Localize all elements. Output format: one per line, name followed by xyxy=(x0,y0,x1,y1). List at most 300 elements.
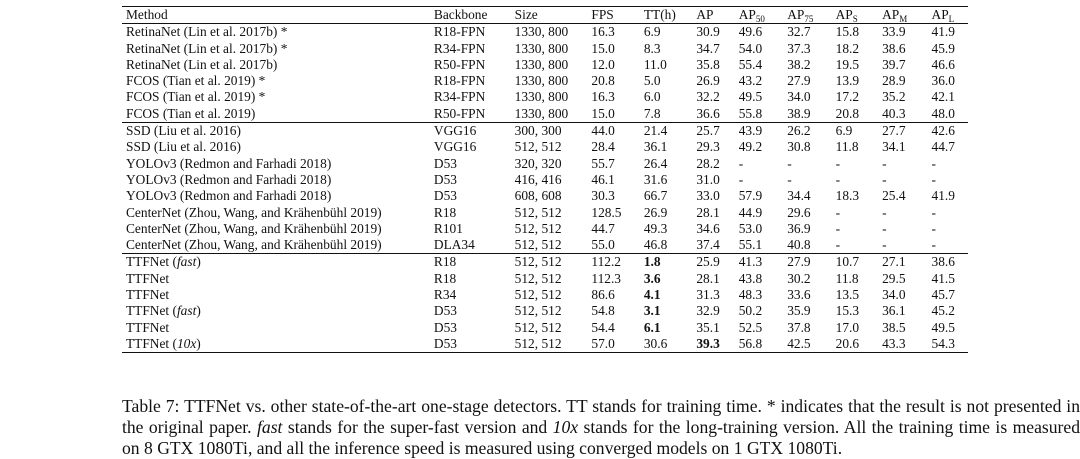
apl-cell: 42.6 xyxy=(931,123,955,139)
column-header-subscript: M xyxy=(899,14,908,24)
ap50-cell: 43.8 xyxy=(738,270,763,286)
fps-cell: 16.3 xyxy=(591,24,615,40)
apm-cell: 27.1 xyxy=(882,254,906,270)
method-cell: TTFNet (fast) xyxy=(126,303,201,319)
fps-cell: 112.2 xyxy=(591,254,622,270)
apl-cell: - xyxy=(931,220,936,236)
method-name: SSD (Liu et al. 2016) xyxy=(126,123,241,139)
ap75-cell: 32.7 xyxy=(787,24,811,40)
column-header xyxy=(587,7,639,24)
method-cell xyxy=(122,287,430,303)
table-row xyxy=(122,271,968,287)
apm-cell: 34.0 xyxy=(882,287,906,303)
column-header-text: AP xyxy=(787,7,805,22)
method-cell xyxy=(122,24,430,41)
tt-cell: 3.6 xyxy=(643,270,661,286)
backbone-cell: VGG16 xyxy=(433,123,477,139)
ap50-cell: 53.0 xyxy=(738,220,763,236)
tt-cell: 30.6 xyxy=(643,335,668,351)
column-header-text: Size xyxy=(514,7,538,22)
ap-cell: 34.7 xyxy=(696,40,720,56)
ap-cell: 36.6 xyxy=(696,105,720,121)
backbone-cell: R18 xyxy=(433,270,457,286)
tt-cell: 4.1 xyxy=(643,287,661,303)
tt-cell: 6.0 xyxy=(643,89,661,105)
ap75-cell: 38.9 xyxy=(787,105,811,121)
apm-cell: 39.7 xyxy=(882,56,906,72)
fps-cell: 20.8 xyxy=(591,73,615,89)
fps-cell: 128.5 xyxy=(591,204,622,220)
method-cell xyxy=(122,237,430,254)
aps-cell: 11.8 xyxy=(835,270,859,286)
ap50-cell: 55.4 xyxy=(738,56,763,72)
column-header xyxy=(832,7,878,24)
column-header-text: Method xyxy=(126,7,168,22)
aps-cell: 18.3 xyxy=(835,188,860,204)
table-row xyxy=(122,205,968,221)
column-header-text: AP xyxy=(931,7,949,22)
method-variant: fast xyxy=(176,254,197,270)
table-row xyxy=(122,254,968,271)
apm-cell: - xyxy=(882,171,887,187)
size-cell: 512, 512 xyxy=(514,303,562,319)
backbone-cell: R18-FPN xyxy=(433,24,486,40)
size-cell: 1330, 800 xyxy=(514,40,569,56)
apl-cell: 45.9 xyxy=(931,40,955,56)
ap75-cell: - xyxy=(787,155,792,171)
ap50-cell: 50.2 xyxy=(738,303,763,319)
apm-cell: - xyxy=(882,237,887,253)
table-row xyxy=(122,287,968,303)
apl-cell: - xyxy=(931,171,936,187)
size-cell: 512, 512 xyxy=(514,139,562,155)
column-header xyxy=(511,7,588,24)
aps-cell: 13.5 xyxy=(835,287,860,303)
header-row xyxy=(122,7,968,24)
ap-cell: 29.3 xyxy=(696,139,720,155)
ap50-cell: 43.2 xyxy=(738,73,763,89)
method-cell xyxy=(122,271,430,287)
ap-cell: 35.1 xyxy=(696,319,720,335)
backbone-cell: DLA34 xyxy=(433,237,475,253)
size-cell: 512, 512 xyxy=(514,270,562,286)
apl-cell: 42.1 xyxy=(931,89,955,105)
ap-cell: 28.1 xyxy=(696,204,720,220)
ap75-cell: 34.0 xyxy=(787,89,811,105)
method-cell xyxy=(122,188,430,204)
ap50-cell: 54.0 xyxy=(738,40,763,56)
size-cell: 512, 512 xyxy=(514,254,562,270)
aps-cell: - xyxy=(835,171,841,187)
aps-cell: - xyxy=(835,220,841,236)
ap75-cell: 27.9 xyxy=(787,254,811,270)
backbone-cell: R34-FPN xyxy=(433,89,486,105)
method-cell: TTFNet (fast) xyxy=(126,254,201,270)
method-name: TTFNet xyxy=(126,303,170,319)
ap-cell: 34.6 xyxy=(696,220,720,236)
method-cell xyxy=(122,123,430,140)
tt-cell: 1.8 xyxy=(643,254,661,270)
tt-cell: 31.6 xyxy=(643,171,668,187)
ap-cell: 26.9 xyxy=(696,73,720,89)
ap50-cell: 49.6 xyxy=(738,24,763,40)
apl-cell: 41.5 xyxy=(931,270,955,286)
backbone-cell: R18 xyxy=(433,204,457,220)
apl-cell: 36.0 xyxy=(931,73,955,89)
backbone-cell: D53 xyxy=(433,335,457,351)
apm-cell: 43.3 xyxy=(882,335,906,351)
table-row xyxy=(122,156,968,172)
table-row xyxy=(122,188,968,204)
ap50-cell: 44.9 xyxy=(738,204,763,220)
ap-cell: 32.9 xyxy=(696,303,720,319)
column-header-text: AP xyxy=(738,7,756,22)
apm-cell: 36.1 xyxy=(882,303,906,319)
method-name: CenterNet (Zhou, Wang, and Krähenbühl 2019) xyxy=(126,204,382,220)
caption-text: stands for the super-fast version and xyxy=(282,416,553,437)
tt-cell: 36.1 xyxy=(643,139,668,155)
size-cell: 416, 416 xyxy=(514,171,562,187)
apm-cell: 38.6 xyxy=(882,40,906,56)
method-name: FCOS (Tian et al. 2019) * xyxy=(126,89,266,105)
backbone-cell: D53 xyxy=(433,155,457,171)
caption-text: Table 7: TTFNet vs. other state-of-the-art one-stage detectors. TT stands for training time. * indicates that the result is not presented in the original paper. xyxy=(122,395,1080,437)
apl-cell: 45.2 xyxy=(931,303,955,319)
tt-cell: 26.4 xyxy=(643,155,668,171)
ap-cell: 25.9 xyxy=(696,254,720,270)
ap50-cell: 52.5 xyxy=(738,319,763,335)
ap75-cell: 37.3 xyxy=(787,40,811,56)
method-cell: TTFNet (10x) xyxy=(126,335,201,351)
ap-cell: 33.0 xyxy=(696,188,720,204)
table-row xyxy=(122,303,968,319)
tt-cell: 6.1 xyxy=(643,319,661,335)
ap75-cell: 30.8 xyxy=(787,139,811,155)
table-body xyxy=(122,24,968,353)
apl-cell: 54.3 xyxy=(931,335,955,351)
size-cell: 512, 512 xyxy=(514,237,562,253)
method-name: YOLOv3 (Redmon and Farhadi 2018) xyxy=(126,171,332,187)
ap50-cell: 56.8 xyxy=(738,335,763,351)
aps-cell: 20.8 xyxy=(835,105,860,121)
column-header-subscript: 50 xyxy=(755,14,765,24)
aps-cell: 11.8 xyxy=(835,139,859,155)
ap50-cell: 55.1 xyxy=(738,237,763,253)
method-name: TTFNet xyxy=(126,287,170,303)
table-row xyxy=(122,57,968,73)
ap75-cell: 38.2 xyxy=(787,56,811,72)
table-row xyxy=(122,73,968,89)
column-header xyxy=(430,7,511,24)
tt-cell: 49.3 xyxy=(643,220,668,236)
method-name: SSD (Liu et al. 2016) xyxy=(126,139,241,155)
column-header-text: Backbone xyxy=(433,7,488,22)
column-header-text: AP xyxy=(696,7,714,22)
tt-cell: 11.0 xyxy=(643,56,667,72)
column-header-text: AP xyxy=(835,7,853,22)
backbone-cell: D53 xyxy=(433,319,457,335)
method-cell xyxy=(122,172,430,188)
ap50-cell: 48.3 xyxy=(738,287,763,303)
apm-cell: - xyxy=(882,204,887,220)
table-row xyxy=(122,41,968,57)
ap75-cell: 40.8 xyxy=(787,237,811,253)
ap50-cell: 49.2 xyxy=(738,139,763,155)
column-header-text: AP xyxy=(882,7,900,22)
column-header xyxy=(878,7,927,24)
fps-cell: 57.0 xyxy=(591,335,615,351)
table-row xyxy=(122,221,968,237)
aps-cell: 13.9 xyxy=(835,73,860,89)
method-cell xyxy=(122,73,430,89)
ap-cell: 25.7 xyxy=(696,123,720,139)
tt-cell: 5.0 xyxy=(643,73,661,89)
method-name: YOLOv3 (Redmon and Farhadi 2018) xyxy=(126,188,332,204)
apm-cell: 25.4 xyxy=(882,188,906,204)
apm-cell: 28.9 xyxy=(882,73,906,89)
tt-cell: 26.9 xyxy=(643,204,668,220)
fps-cell: 12.0 xyxy=(591,56,615,72)
backbone-cell: R50-FPN xyxy=(433,56,486,72)
ap75-cell: - xyxy=(787,171,792,187)
aps-cell: 18.2 xyxy=(835,40,860,56)
method-name: CenterNet (Zhou, Wang, and Krähenbühl 2019) xyxy=(126,237,382,253)
apl-cell: - xyxy=(931,237,936,253)
ap-cell: 28.2 xyxy=(696,155,720,171)
method-name: RetinaNet (Lin et al. 2017b) * xyxy=(126,40,288,56)
fps-cell: 54.8 xyxy=(591,303,615,319)
ap50-cell: - xyxy=(738,171,744,187)
fps-cell: 54.4 xyxy=(591,319,615,335)
tt-cell: 46.8 xyxy=(643,237,668,253)
backbone-cell: D53 xyxy=(433,188,457,204)
size-cell: 320, 320 xyxy=(514,155,562,171)
size-cell: 512, 512 xyxy=(514,204,562,220)
column-header xyxy=(640,7,692,24)
method-name: FCOS (Tian et al. 2019) xyxy=(126,105,256,121)
backbone-cell: R101 xyxy=(433,220,463,236)
apm-cell: 38.5 xyxy=(882,319,906,335)
ap-cell: 39.3 xyxy=(696,335,720,351)
column-header-subscript: L xyxy=(948,14,955,24)
fps-cell: 16.3 xyxy=(591,89,615,105)
ap-cell: 32.2 xyxy=(696,89,720,105)
fps-cell: 30.3 xyxy=(591,188,615,204)
ap50-cell: 55.8 xyxy=(738,105,763,121)
backbone-cell: R34-FPN xyxy=(433,40,486,56)
size-cell: 512, 512 xyxy=(514,220,562,236)
method-name: RetinaNet (Lin et al. 2017b) xyxy=(126,56,278,72)
table-row xyxy=(122,336,968,353)
method-variant: 10x xyxy=(176,335,197,351)
size-cell: 1330, 800 xyxy=(514,89,569,105)
apl-cell: 48.0 xyxy=(931,105,955,121)
method-name: TTFNet xyxy=(126,270,170,286)
method-cell xyxy=(122,221,430,237)
size-cell: 300, 300 xyxy=(514,123,562,139)
ap-cell: 28.1 xyxy=(696,270,720,286)
ap75-cell: 26.2 xyxy=(787,123,811,139)
caption-emphasis: fast xyxy=(257,416,283,437)
table-caption xyxy=(122,396,1080,459)
tt-cell: 6.9 xyxy=(643,24,661,40)
aps-cell: 10.7 xyxy=(835,254,860,270)
method-cell xyxy=(122,205,430,221)
aps-cell: 19.5 xyxy=(835,56,860,72)
apl-cell: 38.6 xyxy=(931,254,955,270)
fps-cell: 28.4 xyxy=(591,139,615,155)
table-header xyxy=(122,7,968,24)
aps-cell: 15.3 xyxy=(835,303,860,319)
aps-cell: 20.6 xyxy=(835,335,860,351)
method-cell xyxy=(122,320,430,336)
ap75-cell: 30.2 xyxy=(787,270,811,286)
ap75-cell: 29.6 xyxy=(787,204,811,220)
table-row xyxy=(122,123,968,140)
column-header-text: TT(h) xyxy=(643,7,676,22)
column-header-subscript: 75 xyxy=(804,14,814,24)
aps-cell: - xyxy=(835,204,841,220)
fps-cell: 44.0 xyxy=(591,123,615,139)
column-header xyxy=(692,7,734,24)
ap-cell: 35.8 xyxy=(696,56,720,72)
aps-cell: - xyxy=(835,155,841,171)
backbone-cell: D53 xyxy=(433,303,457,319)
column-header xyxy=(783,7,831,24)
size-cell: 512, 512 xyxy=(514,335,562,351)
method-cell xyxy=(122,106,430,123)
ap75-cell: 27.9 xyxy=(787,73,811,89)
backbone-cell: R50-FPN xyxy=(433,105,486,121)
method-cell xyxy=(122,156,430,172)
apl-cell: - xyxy=(931,155,936,171)
apl-cell: - xyxy=(931,204,936,220)
table-row xyxy=(122,320,968,336)
apm-cell: - xyxy=(882,220,887,236)
backbone-cell: D53 xyxy=(433,171,457,187)
apm-cell: 27.7 xyxy=(882,123,906,139)
column-header xyxy=(735,7,783,24)
ap75-cell: 33.6 xyxy=(787,287,811,303)
ap50-cell: 43.9 xyxy=(738,123,763,139)
table-row xyxy=(122,139,968,155)
apl-cell: 49.5 xyxy=(931,319,955,335)
tt-cell: 7.8 xyxy=(643,105,661,121)
backbone-cell: R18-FPN xyxy=(433,73,486,89)
ap-cell: 31.0 xyxy=(696,171,720,187)
apm-cell: 33.9 xyxy=(882,24,906,40)
apl-cell: 44.7 xyxy=(931,139,955,155)
fps-cell: 44.7 xyxy=(591,220,615,236)
backbone-cell: R34 xyxy=(433,287,457,303)
ap50-cell: 41.3 xyxy=(738,254,763,270)
column-header xyxy=(122,7,430,24)
size-cell: 1330, 800 xyxy=(514,105,569,121)
size-cell: 608, 608 xyxy=(514,188,562,204)
ap75-cell: 35.9 xyxy=(787,303,811,319)
ap50-cell: 49.5 xyxy=(738,89,763,105)
apl-cell: 41.9 xyxy=(931,24,955,40)
method-name: TTFNet xyxy=(126,335,170,351)
fps-cell: 55.0 xyxy=(591,237,615,253)
fps-cell: 15.0 xyxy=(591,40,615,56)
method-name: YOLOv3 (Redmon and Farhadi 2018) xyxy=(126,155,332,171)
tt-cell: 8.3 xyxy=(643,40,661,56)
backbone-cell: VGG16 xyxy=(433,139,477,155)
aps-cell: - xyxy=(835,237,841,253)
table-row xyxy=(122,172,968,188)
ap-cell: 37.4 xyxy=(696,237,720,253)
column-header-subscript: S xyxy=(852,14,858,24)
table-row xyxy=(122,106,968,123)
aps-cell: 17.0 xyxy=(835,319,860,335)
apl-cell: 45.7 xyxy=(931,287,955,303)
fps-cell: 112.3 xyxy=(591,270,622,286)
method-variant: fast xyxy=(176,303,197,319)
size-cell: 512, 512 xyxy=(514,319,562,335)
apl-cell: 46.6 xyxy=(931,56,955,72)
fps-cell: 46.1 xyxy=(591,171,615,187)
apm-cell: 34.1 xyxy=(882,139,906,155)
apm-cell: 29.5 xyxy=(882,270,906,286)
apm-cell: 40.3 xyxy=(882,105,906,121)
backbone-cell: R18 xyxy=(433,254,457,270)
method-name: FCOS (Tian et al. 2019) * xyxy=(126,73,266,89)
method-name: RetinaNet (Lin et al. 2017b) * xyxy=(126,24,288,40)
ap75-cell: 37.8 xyxy=(787,319,811,335)
tt-cell: 21.4 xyxy=(643,123,668,139)
size-cell: 1330, 800 xyxy=(514,73,569,89)
size-cell: 1330, 800 xyxy=(514,56,569,72)
caption-text: stands for the long-training version. All the training time is measured on 8 GTX 1080Ti, and all the inference speed is measured using converged models on 1 GTX 1080Ti. xyxy=(122,416,1080,458)
ap75-cell: 36.9 xyxy=(787,220,811,236)
method-name: TTFNet xyxy=(126,254,170,270)
fps-cell: 15.0 xyxy=(591,105,615,121)
ap75-cell: 34.4 xyxy=(787,188,811,204)
ap75-cell: 42.5 xyxy=(787,335,811,351)
method-name: TTFNet xyxy=(126,319,170,335)
method-cell xyxy=(122,89,430,105)
method-cell xyxy=(122,41,430,57)
ap-cell: 31.3 xyxy=(696,287,720,303)
apm-cell: - xyxy=(882,155,887,171)
results-table xyxy=(122,6,968,353)
aps-cell: 6.9 xyxy=(835,123,853,139)
fps-cell: 55.7 xyxy=(591,155,615,171)
method-name: CenterNet (Zhou, Wang, and Krähenbühl 2019) xyxy=(126,220,382,236)
ap50-cell: - xyxy=(738,155,744,171)
table-row xyxy=(122,237,968,254)
size-cell: 512, 512 xyxy=(514,287,562,303)
method-cell xyxy=(122,57,430,73)
tt-cell: 3.1 xyxy=(643,303,661,319)
column-header xyxy=(928,7,968,24)
fps-cell: 86.6 xyxy=(591,287,615,303)
method-cell xyxy=(122,139,430,155)
size-cell: 1330, 800 xyxy=(514,24,569,40)
table-row xyxy=(122,24,968,41)
caption-emphasis: 10x xyxy=(552,416,579,437)
aps-cell: 17.2 xyxy=(835,89,860,105)
ap-cell: 30.9 xyxy=(696,24,720,40)
aps-cell: 15.8 xyxy=(835,24,860,40)
apm-cell: 35.2 xyxy=(882,89,906,105)
column-header-text: FPS xyxy=(591,7,614,22)
table-row xyxy=(122,89,968,105)
ap50-cell: 57.9 xyxy=(738,188,763,204)
apl-cell: 41.9 xyxy=(931,188,955,204)
tt-cell: 66.7 xyxy=(643,188,668,204)
